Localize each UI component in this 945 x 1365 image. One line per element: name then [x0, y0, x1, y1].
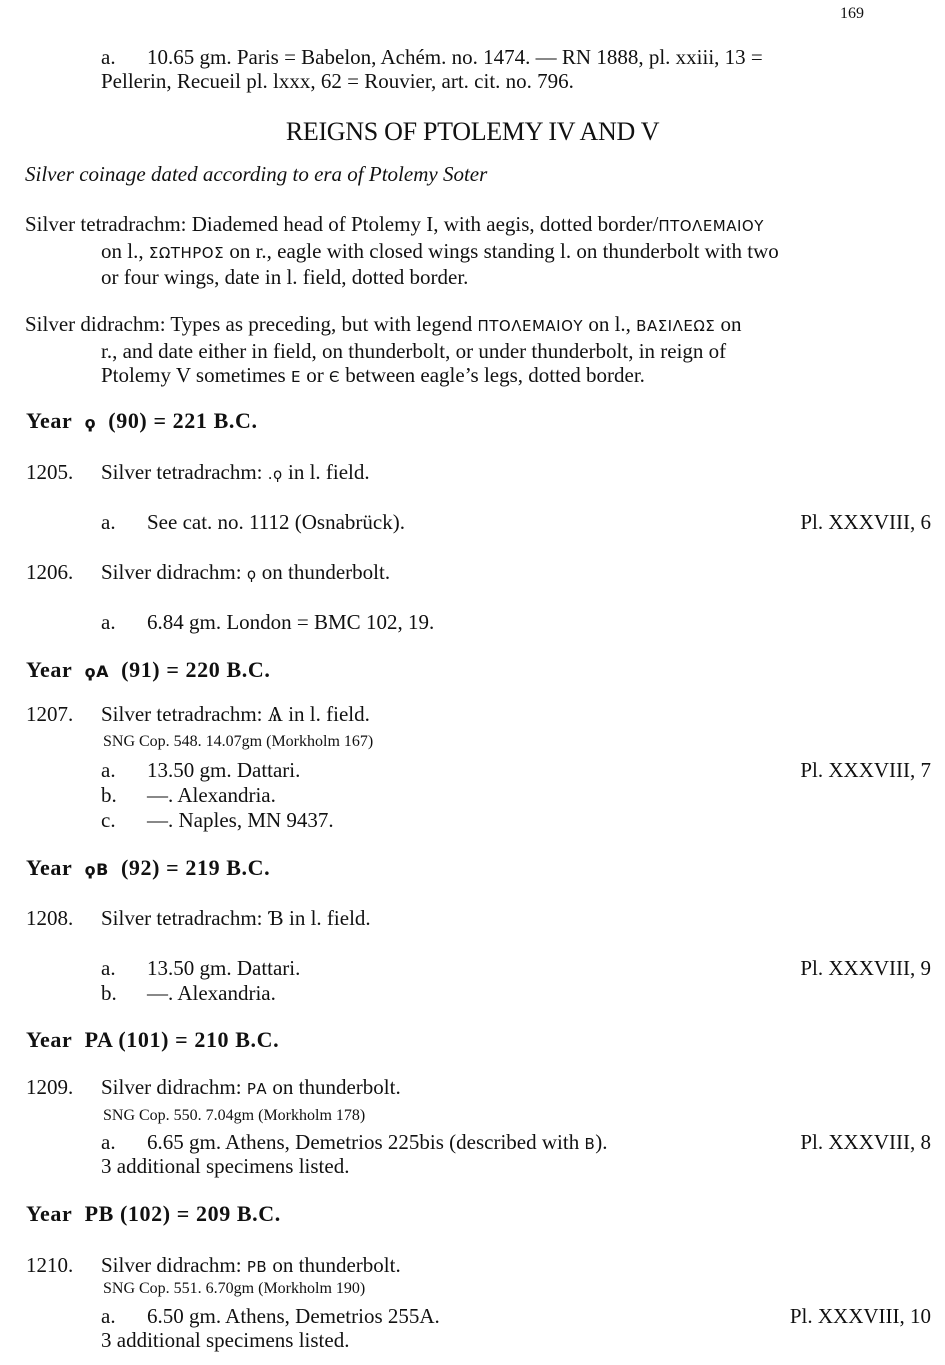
- description-text: Ptolemy V sometimes: [101, 363, 291, 387]
- catalog-number: 1209.: [26, 1075, 74, 1099]
- greek-date: ϙΒ: [84, 860, 109, 879]
- plate-reference: Pl. XXXVIII, 8: [800, 1130, 931, 1154]
- sng-reference: SNG Cop. 548. 14.07gm (Morkholm 167): [103, 733, 374, 750]
- catalog-number: 1205.: [26, 460, 74, 484]
- plate-reference: Pl. XXXVIII, 9: [800, 956, 931, 980]
- description-text: Silver didrachm:: [101, 1075, 247, 1099]
- specimen-letter: a.: [101, 1304, 116, 1328]
- plate-reference: Pl. XXXVIII, 6: [800, 510, 931, 534]
- specimen-text-part: 6.65 gm. Athens, Demetrios 225bis (described with: [147, 1130, 585, 1154]
- specimen-letter: a.: [101, 1130, 116, 1154]
- specimen-text: [147, 1130, 608, 1155]
- catalog-number: 1210.: [26, 1253, 74, 1277]
- catalog-number: 1207.: [26, 702, 74, 726]
- catalog-description: [101, 560, 390, 585]
- year-heading: [26, 408, 258, 434]
- specimen-text: —. Alexandria.: [147, 981, 276, 1005]
- description-text: on thunderbolt.: [267, 1075, 401, 1099]
- additional-specimens-note: 3 additional specimens listed.: [101, 1154, 350, 1178]
- specimen-text: 6.84 gm. London = BMC 102, 19.: [147, 610, 435, 634]
- specimen-text: 6.50 gm. Athens, Demetrios 255A.: [147, 1304, 440, 1328]
- specimen-letter: a.: [101, 510, 116, 534]
- greek-date: ΡΒ: [246, 1258, 268, 1276]
- specimen-letter: a.: [101, 610, 116, 634]
- type-description-didrachm: [25, 312, 742, 390]
- type-description-tetradrachm: [25, 212, 779, 290]
- page-number: 169: [840, 5, 864, 22]
- greek-date: ϙ: [84, 413, 97, 432]
- description-text: on: [715, 312, 742, 336]
- greek-date: ϙΑ: [84, 662, 109, 681]
- description-text: Silver didrachm:: [101, 560, 247, 584]
- description-text: r., and date either in field, on thunderbolt, or under thunderbolt, in reign of: [101, 338, 727, 363]
- description-text: between eagle’s legs, dotted border.: [339, 363, 645, 387]
- specimen-text: 13.50 gm. Dattari.: [147, 956, 301, 980]
- description-text: in l. field.: [283, 906, 371, 930]
- catalog-description: [101, 906, 371, 931]
- greek-legend: ΒΑΣΙΛΕΩΣ: [636, 317, 716, 335]
- specimen-text: 13.50 gm. Dattari.: [147, 758, 301, 782]
- section-title: REIGNS OF PTOLEMY IV AND V: [285, 117, 660, 146]
- year-heading: [26, 657, 270, 683]
- specimen-text: See cat. no. 1112 (Osnabrück).: [147, 510, 405, 534]
- year-date: PB (102) = 209 B.C.: [84, 1201, 281, 1226]
- year-date: (91) = 220 B.C.: [121, 657, 271, 682]
- description-text: in l. field.: [282, 460, 370, 484]
- plate-reference: Pl. XXXVIII, 10: [789, 1304, 931, 1328]
- greek-date: ΡΑ: [246, 1080, 268, 1098]
- specimen-letter: a.: [101, 45, 116, 69]
- description-text: or four wings, date in l. field, dotted border.: [101, 265, 469, 289]
- description-text: on l.,: [101, 238, 149, 263]
- description-text: Silver tetradrachm:: [101, 906, 268, 930]
- year-date: PA (101) = 210 B.C.: [84, 1027, 280, 1052]
- specimen-text: 10.65 gm. Paris = Babelon, Achém. no. 1474. — RN 1888, pl. xxiii, 13 =: [147, 45, 763, 69]
- year-prefix: Year: [26, 408, 73, 433]
- specimen-text: —. Naples, MN 9437.: [147, 808, 334, 832]
- specimen-text: —. Alexandria.: [147, 783, 276, 807]
- greek-legend: ΠΤΟΛΕΜΑΙΟΥ: [477, 317, 584, 335]
- specimen-letter: b.: [101, 981, 117, 1005]
- description-text: on r., eagle with closed wings standing l. on thunderbolt with two: [224, 238, 779, 263]
- year-prefix: Year: [26, 855, 73, 880]
- greek-letter: Є: [328, 368, 340, 386]
- greek-date: Ѧ: [267, 702, 283, 726]
- description-text: on l.,: [583, 312, 637, 336]
- catalog-description: [101, 702, 370, 727]
- catalog-description: [101, 460, 370, 485]
- year-heading: [26, 1201, 281, 1227]
- catalog-description: [101, 1253, 401, 1278]
- catalog-number: 1208.: [26, 906, 74, 930]
- greek-date: Ɓ: [267, 906, 284, 930]
- year-heading: [26, 1027, 279, 1053]
- greek-letter: Ε: [290, 368, 301, 386]
- sng-reference: SNG Cop. 550. 7.04gm (Morkholm 178): [103, 1107, 366, 1124]
- year-prefix: Year: [26, 1201, 73, 1226]
- description-text: Silver tetradrachm:: [101, 702, 268, 726]
- description-text: on thunderbolt.: [267, 1253, 401, 1277]
- greek-legend: ΣΩΤΗΡΟΣ: [148, 243, 225, 262]
- catalog-number: 1206.: [26, 560, 74, 584]
- specimen-letter: c.: [101, 808, 116, 832]
- year-heading: [26, 855, 270, 881]
- greek-legend: ΠΤΟΛΕΜΑΙΟΥ: [658, 217, 764, 235]
- year-prefix: Year: [26, 657, 73, 682]
- specimen-text-part: ).: [595, 1130, 608, 1154]
- year-date: (90) = 221 B.C.: [108, 408, 258, 433]
- specimen-letter: b.: [101, 783, 117, 807]
- plate-reference: Pl. XXXVIII, 7: [800, 758, 931, 782]
- greek-date: ϙ: [246, 565, 257, 583]
- specimen-letter: a.: [101, 758, 116, 782]
- additional-specimens-note: 3 additional specimens listed.: [101, 1328, 350, 1352]
- description-text: or: [300, 363, 329, 387]
- specimen-text-continued: Pellerin, Recueil pl. lxxx, 62 = Rouvier, art. cit. no. 796.: [101, 69, 574, 93]
- year-prefix: Year: [26, 1027, 73, 1052]
- section-subtitle: Silver coinage dated according to era of Ptolemy Soter: [25, 162, 488, 186]
- greek-date: .ϙ: [267, 465, 283, 483]
- description-text: Silver tetradrachm:: [101, 460, 268, 484]
- greek-letter: Β: [584, 1135, 596, 1153]
- description-text: on thunderbolt.: [256, 560, 391, 584]
- description-text: Silver didrachm:: [101, 1253, 247, 1277]
- year-date: (92) = 219 B.C.: [120, 855, 271, 880]
- description-text: Silver didrachm: Types as preceding, but with legend: [25, 312, 478, 336]
- specimen-letter: a.: [101, 956, 116, 980]
- description-text: Silver tetradrachm: Diademed head of Ptolemy I, with aegis, dotted border/: [25, 212, 659, 236]
- description-text: in l. field.: [282, 702, 370, 726]
- sng-reference: SNG Cop. 551. 6.70gm (Morkholm 190): [103, 1280, 366, 1297]
- catalog-description: [101, 1075, 401, 1100]
